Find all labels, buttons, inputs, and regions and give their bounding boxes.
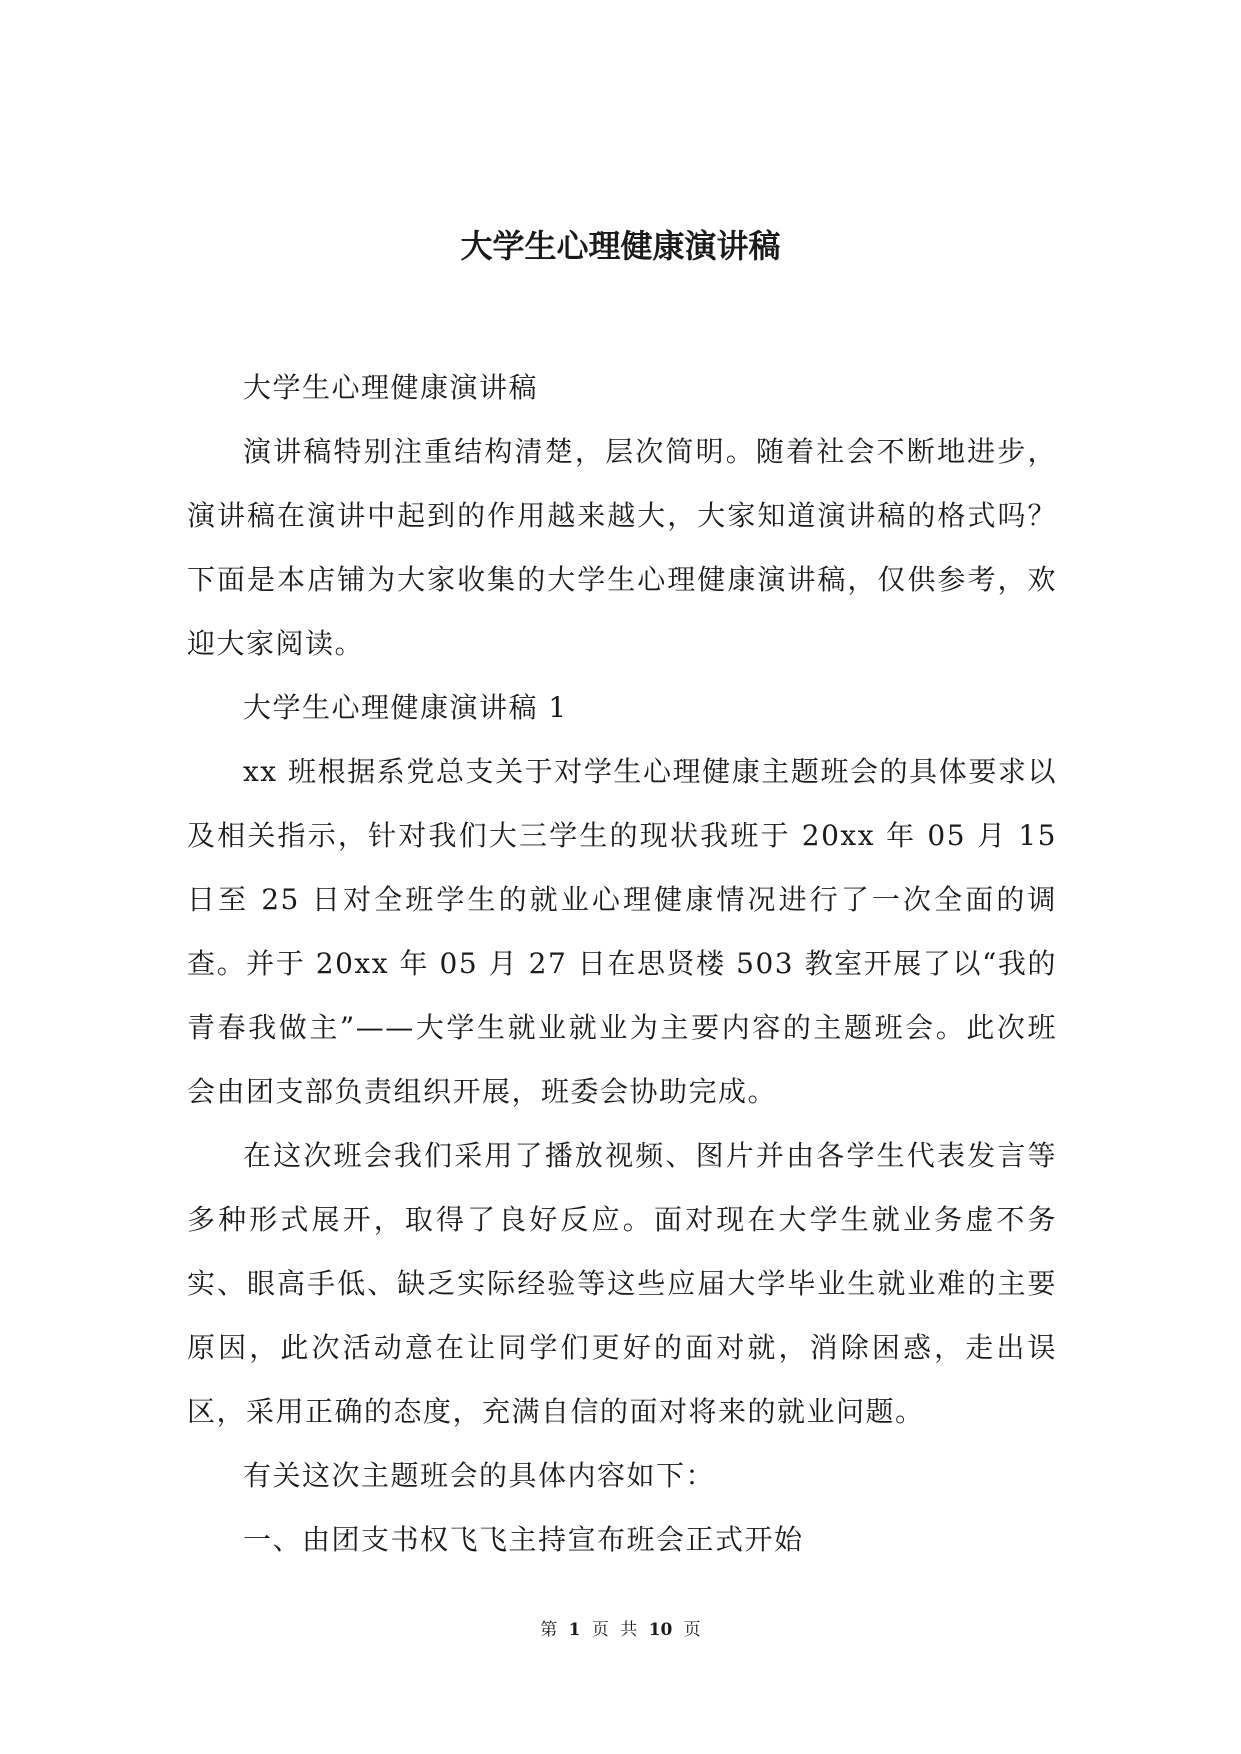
paragraph-intro: 演讲稿特别注重结构清楚，层次简明。随着社会不断地进步，演讲稿在演讲中起到的作用越来越大，大家知道演讲稿的格式吗？下面是本店铺为大家收集的大学生心理健康演讲稿，仅供参考，欢迎大家阅读。 bbox=[187, 435, 1057, 660]
paragraph-subtitle: 大学生心理健康演讲稿 bbox=[243, 371, 539, 404]
paragraph-content-intro: 有关这次主题班会的具体内容如下： bbox=[243, 1459, 716, 1492]
footer-middle: 页 共 bbox=[591, 1620, 638, 1640]
paragraph-activity: 在这次班会我们采用了播放视频、图片并由各学生代表发言等多种形式展开，取得了良好反应。面对现在大学生就业务虚不务实、眼高手低、缺乏实际经验等这些应届大学毕业生就业难的主要原因，此次活动意在让同学们更好的面对就，消除困惑，走出误区，采用正确的态度，充满自信的面对将来的就业问题。 bbox=[187, 1139, 1057, 1428]
footer-suffix: 页 bbox=[683, 1620, 701, 1640]
paragraph-item-one: 一、由团支书权飞飞主持宣布班会正式开始 bbox=[243, 1523, 804, 1556]
footer-total-pages: 10 bbox=[648, 1620, 673, 1640]
document-title: 大学生心理健康演讲稿 bbox=[460, 227, 781, 265]
footer-current-page: 1 bbox=[568, 1620, 581, 1640]
document-body bbox=[187, 356, 1057, 1572]
footer-prefix: 第 bbox=[540, 1620, 558, 1640]
paragraph-section-heading: 大学生心理健康演讲稿 1 bbox=[243, 691, 568, 724]
page-footer bbox=[0, 1618, 1241, 1642]
paragraph-background: xx 班根据系党总支关于对学生心理健康主题班会的具体要求以及相关指示，针对我们大三学生的现状我班于 20xx 年 05 月 15 日至 25 日对全班学生的就业心理健康情况进行了一次全面的调查。并于 20xx 年 05 月 27 日在思贤楼 503 教室开展了以“我的青春我做主”——大学生就业就业为主要内容的主题班会。此次班会由团支部负责组织开展，班委会协助完成。 bbox=[187, 755, 1057, 1108]
